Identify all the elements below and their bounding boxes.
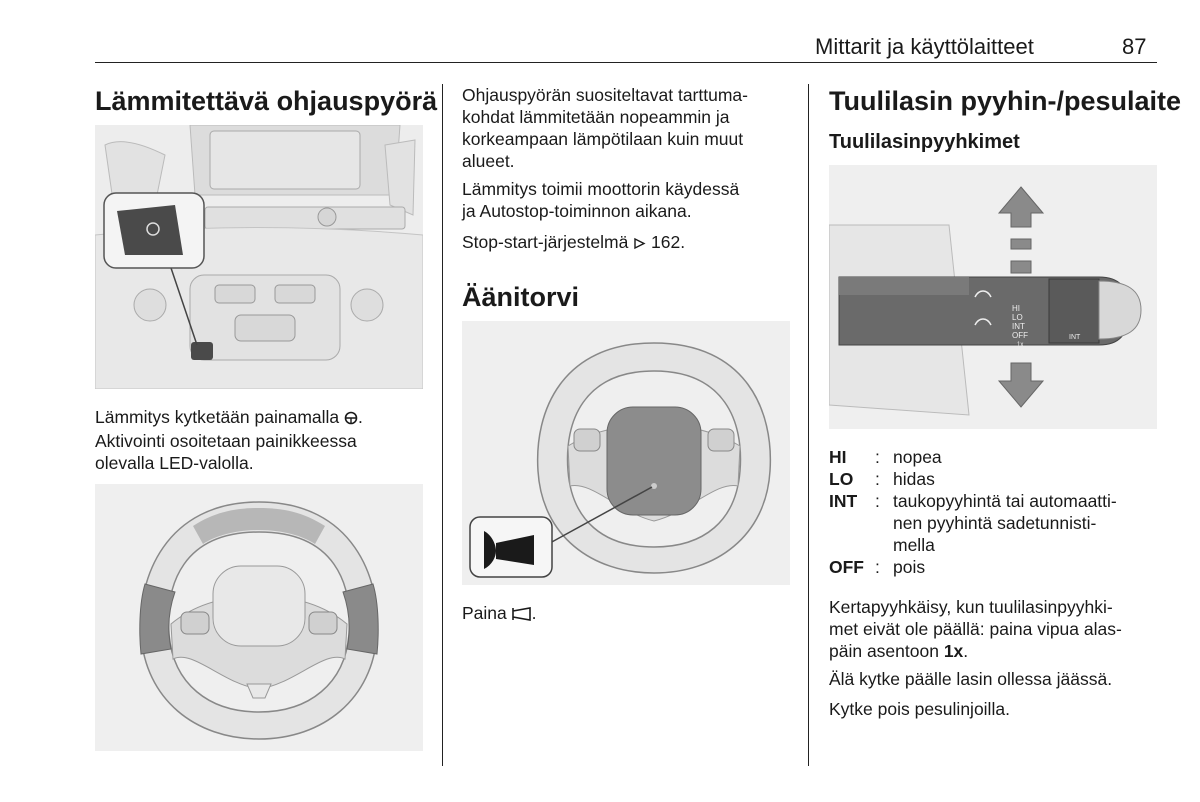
definition-text: nopea: [893, 447, 942, 467]
int-line3: mella: [893, 535, 935, 555]
heated-steering-wheel-heading: Lämmitettävä ohjauspyörä: [95, 86, 438, 116]
heating-line2: Aktivointi osoitetaan painikkeessa: [95, 431, 357, 451]
single-wipe-line2: met eivät ole päällä: paina vipua alas-: [829, 619, 1122, 639]
definition-text: pois: [893, 557, 926, 577]
definition-text: [893, 490, 1117, 556]
heating-line1: Lämmitys kytketään painamalla: [95, 407, 344, 427]
lever-label-int: INT: [1012, 322, 1025, 331]
ice-warning-text: Älä kytke päälle lasin ollessa jäässä.: [829, 669, 1113, 689]
int-line2: nen pyyhintä sadetunnisti-: [893, 513, 1097, 533]
grip-line4: alueet.: [462, 151, 515, 171]
single-wipe-text: [829, 596, 1159, 662]
definition-row-lo: [829, 468, 1117, 490]
operation-line1: Lämmitys toimii moottorin käydessä: [462, 179, 740, 199]
horn-figure: [462, 321, 790, 585]
lever-label-lo: LO: [1012, 313, 1023, 322]
horn-heading: Äänitorvi: [462, 282, 580, 312]
lever-label-ring-int: INT: [1069, 334, 1081, 341]
definition-colon: :: [875, 469, 880, 489]
definition-term: HI: [829, 447, 847, 467]
heating-operation-text: [462, 178, 802, 222]
single-wipe-line3-end: .: [963, 641, 969, 661]
wiper-lever-figure: [829, 165, 1157, 429]
wiper-speed-definitions: [829, 446, 1117, 578]
grip-line3: korkeampaan lämpötilaan kuin muut: [462, 129, 744, 149]
single-wipe-line3-start: päin asentoon: [829, 641, 944, 661]
stop-start-text: Stop-start-järjestelmä: [462, 232, 634, 252]
heated-steering-wheel-figure: [95, 484, 423, 751]
heating-line1-end: .: [358, 407, 363, 427]
header-section-title: Mittarit ja käyttölaitteet: [815, 34, 1034, 59]
horn-icon: [512, 604, 532, 626]
heated-wheel-icon: [344, 408, 358, 430]
page-number: 87: [1122, 34, 1147, 59]
definition-row-int: [829, 490, 1117, 556]
definition-colon: :: [875, 557, 880, 577]
wipers-subheading: Tuulilasinpyyhkimet: [829, 131, 1020, 153]
lever-label-hi: HI: [1012, 304, 1020, 313]
single-wipe-position: 1x: [943, 641, 964, 661]
heating-activation-text: [95, 406, 425, 474]
definition-term: LO: [829, 469, 854, 489]
definition-term: INT: [829, 491, 858, 511]
definition-row-hi: [829, 446, 1117, 468]
lever-label-1x: 1x: [1017, 342, 1024, 348]
stop-start-page[interactable]: 162.: [651, 232, 686, 252]
carwash-text: Kytke pois pesulinjoilla.: [829, 699, 1010, 719]
definition-colon: :: [875, 447, 880, 467]
definition-colon: :: [875, 491, 880, 511]
horn-instruction: [462, 602, 802, 626]
horn-text: Paina: [462, 603, 512, 623]
definition-text: hidas: [893, 469, 935, 489]
header-rule: [95, 62, 1157, 63]
grip-line1: Ohjauspyörän suositeltavat tarttuma-: [462, 85, 748, 105]
grip-areas-text: [462, 84, 802, 172]
definition-term: OFF: [829, 557, 864, 577]
single-wipe-line1: Kertapyyhkäisy, kun tuulilasinpyyhki-: [829, 597, 1113, 617]
page-reference-arrow-icon: [633, 233, 646, 255]
column-divider-right: [808, 84, 809, 766]
lever-label-off: OFF: [1012, 331, 1028, 340]
heating-line3: olevalla LED-valolla.: [95, 453, 254, 473]
grip-line2: kohdat lämmitetään nopeammin ja: [462, 107, 730, 127]
operation-line2: ja Autostop-toiminnon aikana.: [462, 201, 692, 221]
definition-row-off: [829, 556, 1117, 578]
wiper-washer-heading: Tuulilasin pyyhin-/pesulaite: [829, 86, 1182, 116]
stop-start-reference: [462, 231, 802, 255]
column-divider-left: [442, 84, 443, 766]
horn-text-end: .: [531, 603, 537, 623]
dashboard-figure: [95, 125, 423, 389]
int-line1: taukopyyhintä tai automaatti-: [893, 491, 1117, 511]
